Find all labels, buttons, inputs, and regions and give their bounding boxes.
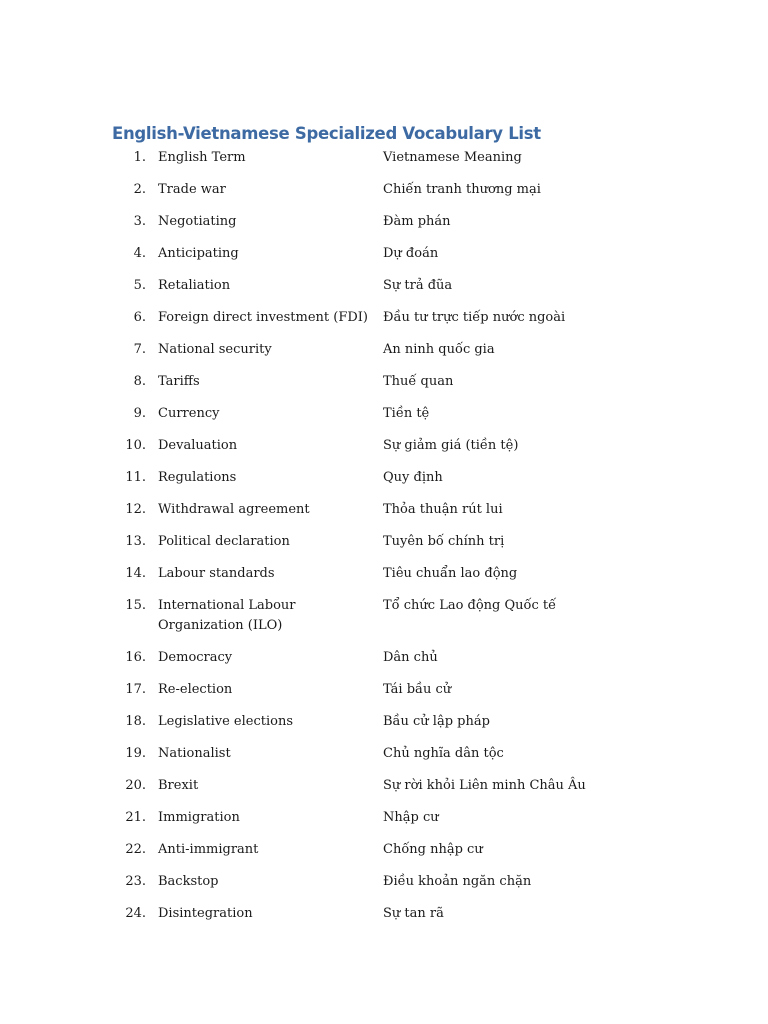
vietnamese-meaning: Bầu cử lập pháp: [383, 714, 490, 729]
vietnamese-meaning: Sự tan rã: [383, 906, 444, 921]
english-term: Labour standards: [158, 566, 275, 581]
row-number: 19.: [125, 746, 146, 761]
vietnamese-meaning: Điều khoản ngăn chặn: [383, 874, 532, 889]
vietnamese-meaning: Đàm phán: [383, 214, 451, 229]
vocabulary-list: [0, 148, 768, 936]
vocabulary-row: [0, 372, 768, 392]
vocabulary-row: [0, 340, 768, 360]
english-term: Backstop: [158, 874, 219, 889]
row-number: 6.: [133, 310, 146, 325]
vietnamese-meaning: Tiêu chuẩn lao động: [383, 566, 518, 581]
english-term: Devaluation: [158, 438, 238, 453]
english-term: National security: [158, 342, 272, 357]
vietnamese-meaning: Thuế quan: [383, 374, 454, 389]
vocabulary-row: [0, 500, 768, 520]
row-number: 15.: [125, 598, 146, 613]
row-number: 3.: [133, 214, 146, 229]
vietnamese-meaning: Chiến tranh thương mại: [383, 182, 541, 197]
vietnamese-meaning: Thỏa thuận rút lui: [383, 502, 503, 517]
vietnamese-meaning: Dự đoán: [383, 246, 439, 261]
row-number: 11.: [125, 470, 146, 485]
row-number: 5.: [133, 278, 146, 293]
vocabulary-row: [0, 680, 768, 700]
vocabulary-row: [0, 596, 768, 636]
vocabulary-row: [0, 180, 768, 200]
vietnamese-meaning: Dân chủ: [383, 650, 438, 665]
english-term: Disintegration: [158, 906, 253, 921]
vocabulary-row: [0, 564, 768, 584]
row-number: 4.: [133, 246, 146, 261]
english-term: Democracy: [158, 650, 233, 665]
english-term: Legislative elections: [158, 714, 294, 729]
row-number: 17.: [125, 682, 146, 697]
vietnamese-meaning: Tuyên bố chính trị: [383, 534, 505, 549]
vietnamese-meaning: An ninh quốc gia: [383, 342, 495, 357]
vocabulary-row: [0, 276, 768, 296]
english-term: Brexit: [158, 778, 199, 793]
vietnamese-meaning: Nhập cư: [383, 810, 439, 825]
row-number: 21.: [125, 810, 146, 825]
english-term: Retaliation: [158, 278, 231, 293]
english-term: Anti-immigrant: [158, 842, 259, 857]
english-term: Anticipating: [158, 246, 239, 261]
vocabulary-row: [0, 648, 768, 668]
vietnamese-meaning: Chống nhập cư: [383, 842, 483, 857]
english-term: Trade war: [158, 182, 226, 197]
english-term: Tariffs: [158, 374, 200, 389]
row-number: 12.: [125, 502, 146, 517]
row-number: 2.: [133, 182, 146, 197]
row-number: 10.: [125, 438, 146, 453]
vocabulary-row: [0, 212, 768, 232]
vocabulary-row: [0, 532, 768, 552]
row-number: 16.: [125, 650, 146, 665]
row-number: 22.: [125, 842, 146, 857]
vietnamese-meaning: Chủ nghĩa dân tộc: [383, 746, 504, 761]
vietnamese-meaning: Sự trả đũa: [383, 278, 453, 293]
english-term: Negotiating: [158, 214, 237, 229]
english-term: Foreign direct investment (FDI): [158, 310, 368, 325]
vocabulary-row: [0, 244, 768, 264]
row-number: 7.: [133, 342, 146, 357]
english-term: Immigration: [158, 810, 240, 825]
vocabulary-row: [0, 468, 768, 488]
vietnamese-meaning: Quy định: [383, 470, 443, 485]
english-term: Withdrawal agreement: [158, 502, 310, 517]
vocabulary-row: [0, 776, 768, 796]
vocabulary-row: [0, 840, 768, 860]
vietnamese-meaning: Sự giảm giá (tiền tệ): [383, 438, 519, 453]
vocabulary-row: [0, 744, 768, 764]
row-number: 18.: [125, 714, 146, 729]
vietnamese-meaning: Tiền tệ: [383, 406, 430, 421]
vocabulary-row: [0, 308, 768, 328]
vocabulary-row: [0, 148, 768, 168]
document-title: English-Vietnamese Specialized Vocabulary List: [112, 124, 541, 143]
vietnamese-meaning: Sự rời khỏi Liên minh Châu Âu: [383, 778, 586, 793]
english-term: Regulations: [158, 470, 237, 485]
vietnamese-meaning: Đầu tư trực tiếp nước ngoài: [383, 310, 566, 325]
english-term: English Term: [158, 150, 246, 165]
vocabulary-row: [0, 904, 768, 924]
vocabulary-row: [0, 872, 768, 892]
english-term: International Labour Organization (ILO): [158, 598, 296, 633]
english-term: Political declaration: [158, 534, 290, 549]
row-number: 1.: [133, 150, 146, 165]
row-number: 23.: [125, 874, 146, 889]
vocabulary-row: [0, 436, 768, 456]
vocabulary-row: [0, 712, 768, 732]
row-number: 24.: [125, 906, 146, 921]
vietnamese-meaning: Vietnamese Meaning: [383, 150, 522, 165]
vocabulary-row: [0, 808, 768, 828]
row-number: 8.: [133, 374, 146, 389]
row-number: 14.: [125, 566, 146, 581]
english-term: Re-election: [158, 682, 233, 697]
vocabulary-row: [0, 404, 768, 424]
english-term: Currency: [158, 406, 220, 421]
vietnamese-meaning: Tổ chức Lao động Quốc tế: [383, 598, 557, 613]
row-number: 20.: [125, 778, 146, 793]
english-term: Nationalist: [158, 746, 231, 761]
row-number: 9.: [133, 406, 146, 421]
row-number: 13.: [125, 534, 146, 549]
vietnamese-meaning: Tái bầu cử: [383, 682, 452, 697]
